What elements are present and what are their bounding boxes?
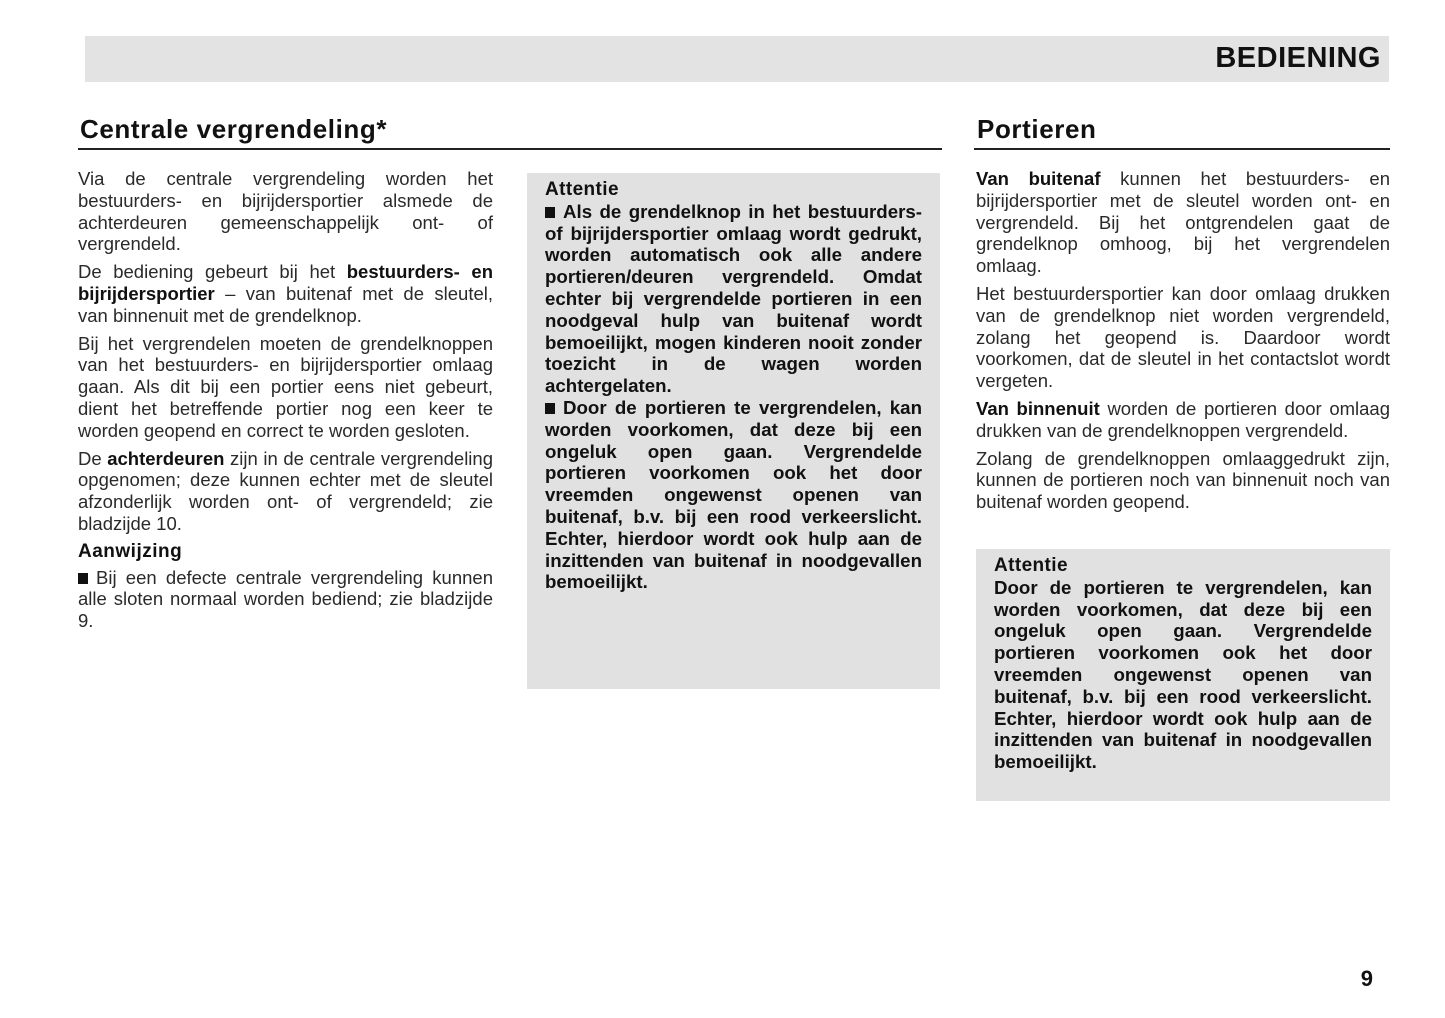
body-paragraph xyxy=(78,261,493,326)
right-heading-rule xyxy=(974,148,1390,150)
bullet-square-icon xyxy=(545,207,555,218)
note-paragraph xyxy=(78,567,493,632)
bullet-square-icon xyxy=(78,573,88,584)
paragraph-text: zijn in de centrale vergrendeling opgenomen; deze kunnen echter met de sleutel afzonderlijk worden ont- of vergrendeld; zie bladzijde 10. xyxy=(78,447,493,534)
paragraph-text: Via de centrale vergrendeling worden het bestuurders- en bijrijdersportier alsmede de achterdeuren gemeenschappelijk ont- of vergrendeld. xyxy=(78,168,493,255)
warning-item xyxy=(545,397,922,593)
paragraph-text: Zolang de grendelknoppen omlaaggedrukt zijn, kunnen de portieren noch van binnenuit noch van buitenaf worden geopend. xyxy=(976,447,1390,513)
body-paragraph xyxy=(78,168,493,255)
warning-box-middle xyxy=(527,173,940,689)
bold-term: achterdeuren xyxy=(107,447,225,469)
paragraph-text: Het bestuurdersportier kan door omlaag drukken van de grendelknop niet worden vergrendeld, zolang het geopend is. Daardoor wordt voorkomen, dat de sleutel in het contactslot wordt vergeten. xyxy=(976,282,1390,392)
warning-title: Attentie xyxy=(545,179,619,200)
left-heading-rule xyxy=(78,148,942,150)
body-paragraph xyxy=(976,168,1390,277)
warning-item xyxy=(545,201,922,397)
right-column xyxy=(976,168,1390,519)
warning-item-text: Door de portieren te vergrendelen, kan worden voorkomen, dat deze bij een ongeluk open gaan. Vergrendelde portieren voorkomen ook het door vreemden ongewenst openen van buitenaf, b.v. bij een rood verkeerslicht. Echter, hierdoor wordt ook hulp aan de inzittenden van buitenaf in noodgevallen bemoeilijkt. xyxy=(545,396,922,593)
body-paragraph xyxy=(976,398,1390,442)
paragraph-text: – van buitenaf met de sleutel, van binnenuit met de grendelknop. xyxy=(78,282,493,326)
section-title: BEDIENING xyxy=(1215,42,1381,74)
page-number: 9 xyxy=(1360,966,1373,991)
body-paragraph xyxy=(976,448,1390,513)
warning-item-text: Als de grendelknop in het bestuurders- of bijrijdersportier omlaag wordt gedrukt, worden automatisch ook alle andere portieren/deuren vergrendeld. Omdat echter bij vergrendelde portieren in een noodgeval hulp van buitenaf wordt bemoeilijkt, mogen kinderen nooit zonder toezicht in de wagen worden achtergelaten. xyxy=(545,200,922,397)
paragraph-text: worden de portieren door omlaag drukken van de grendelknoppen vergrendeld. xyxy=(976,397,1391,441)
warning-box-right xyxy=(976,549,1390,801)
note-heading: Aanwijzing xyxy=(78,540,183,562)
body-paragraph xyxy=(976,283,1390,392)
left-heading: Centrale vergrendeling* xyxy=(80,114,388,144)
note-text: Bij een defecte centrale vergrendeling kunnen alle sloten normaal worden bediend; zie bladzijde 9. xyxy=(78,566,493,632)
body-paragraph xyxy=(78,448,493,535)
paragraph-text: De bediening gebeurt bij het xyxy=(78,261,347,283)
right-heading: Portieren xyxy=(977,114,1097,144)
body-paragraph xyxy=(78,333,493,442)
paragraph-text: De xyxy=(78,447,108,469)
bold-term: bestuurders- en bijrijdersportier xyxy=(78,261,493,304)
warning-text: Door de portieren te vergrendelen, kan worden voorkomen, dat deze bij een ongeluk open gaan. Vergrendelde portieren voorkomen ook het door vreemden ongewenst openen van buitenaf, b.v. bij een rood verkeerslicht. Echter, hierdoor wordt ook hulp aan de inzittenden van buitenaf in noodgevallen bemoeilijkt. xyxy=(994,576,1372,773)
bold-term: Van binnenuit xyxy=(976,397,1100,419)
bold-term: Van buitenaf xyxy=(976,168,1101,189)
paragraph-text: Bij het vergrendelen moeten de grendelknoppen van het bestuurders- en bijrijdersportier omlaag gaan. Als dit bij een portier eens niet gebeurt, dient het betreffende portier nog een keer te worden geopend en correct te worden gesloten. xyxy=(78,332,493,441)
left-column xyxy=(78,168,493,638)
bullet-square-icon xyxy=(545,403,555,414)
section-header-band xyxy=(85,36,1389,82)
paragraph-text: kunnen het bestuurders- en bijrijdersportier met de sleutel worden ont- en vergrendeld. Bij het ontgrendelen gaat de grendelknop omhoog, bij het vergrendelen omlaag. xyxy=(976,168,1390,277)
warning-title: Attentie xyxy=(994,555,1068,576)
